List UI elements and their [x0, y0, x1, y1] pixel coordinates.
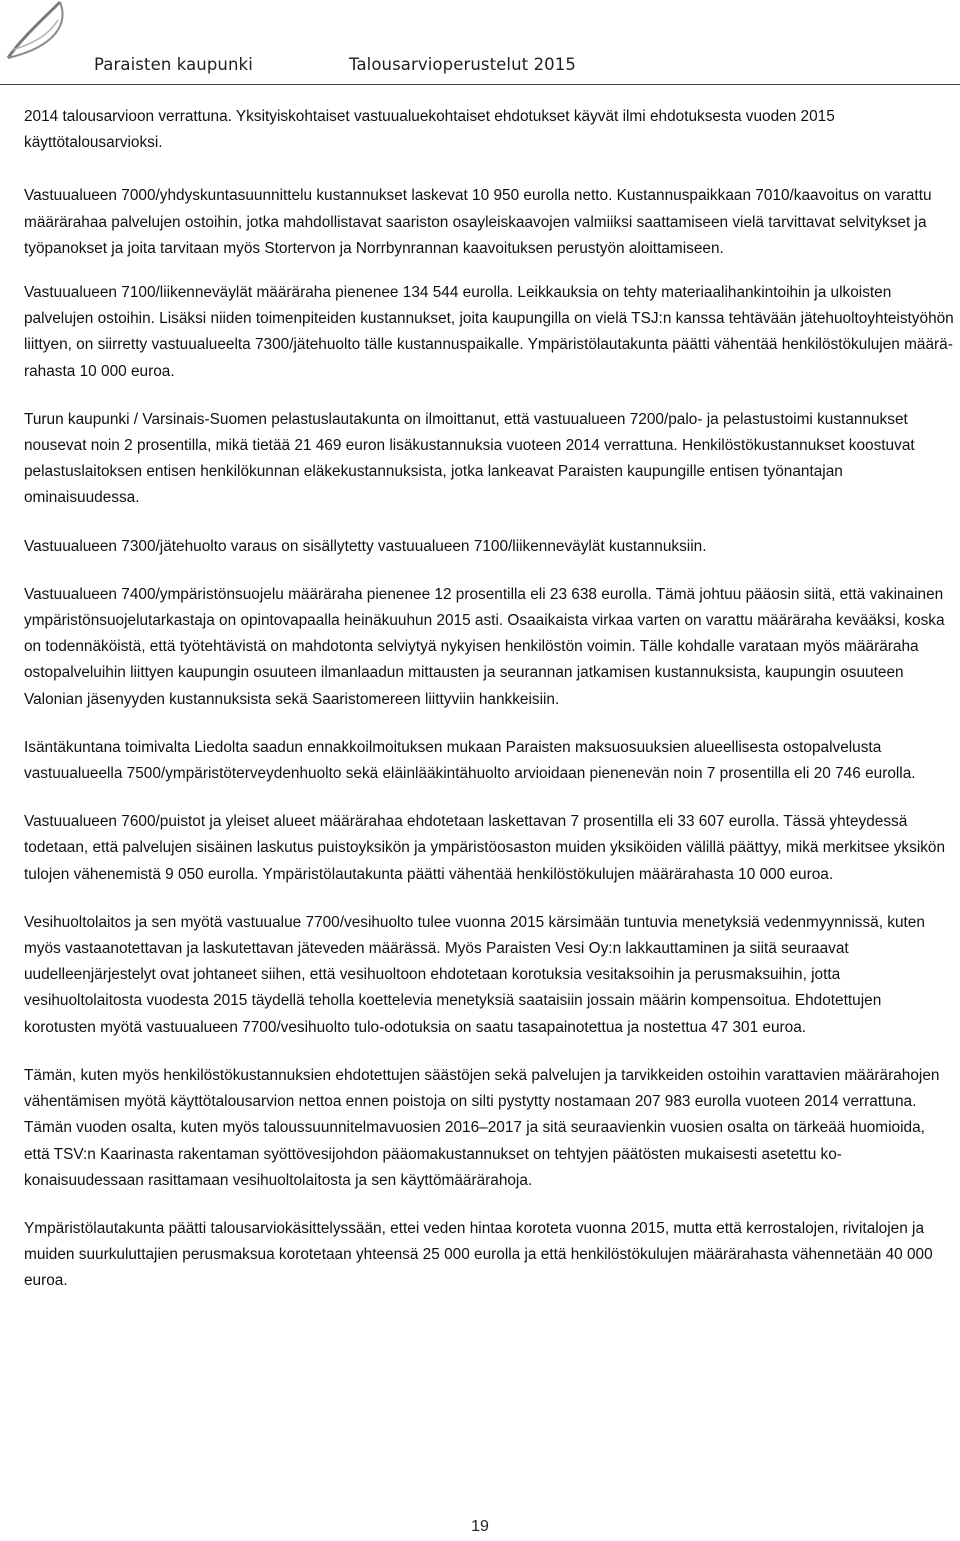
paragraph: Isäntäkuntana toimivalta Liedolta saadun ennakkoilmoituksen mukaan Paraisten maksuosuuksien alueellisesta ostopalvelusta vastuualueella 7500/ympäristöterveydenhuolto sekä eläinlääkintähuolto arvioidaan pienenevän noin 7 prosentilla eli 20 746 eurolla.: [24, 738, 916, 783]
header-document-title: Talousarvioperustelut 2015: [349, 55, 576, 74]
header-organization: Paraisten kaupunki: [94, 55, 253, 74]
paragraph: Tämän, kuten myös henkilöstökustannuksien ehdotettujen säästöjen sekä palvelujen ja tarvikkeiden ostoihin varattavien määrärahojen vähentämisen myötä käyttötalousarvion nettoa ennen poistoja on silti pystytty nostamaan 207 983 eurolla vuoteen 2014 verrattuna. Tämän vuoden osalta, kuten myös taloussuunnitelmavuosien 2016–2017 ja sitä seuraavienkin vuosien osalta on tärkeää huomioida, että TSV:n Kaarinasta rakentaman syöttövesijohdon pääomakustannukset on tehtyjen päätösten mukaisesti asetettu kokonaisuudessaan rasittamaan vesihuoltolaitosta ja sen käyttömäärärahoja.: [24, 1066, 940, 1189]
paragraph: Vastuualueen 7600/puistot ja yleiset alueet määrärahaa ehdotetaan laskettavan 7 prosentilla eli 33 607 eurolla. Tässä yhteydessä todetaan, että palvelujen sisäinen laskutus puistoyksikön ja ympäristöosaston muiden yksiköiden välillä päättyy, mikä merkitsee yksikön tulojen vähenemistä 9 050 eurolla. Ympäristölautakunta päätti vähentää henkilöstökulujen määrärahasta 10 000 euroa.: [24, 813, 946, 883]
body-text: [24, 104, 954, 1313]
paragraph: Ympäristölautakunta päätti talousarviokäsittelyssään, ettei veden hintaa koroteta vuonna 2015, mutta että kerrostalojen, rivitalojen ja muiden suurkuluttajien perusmaksua korotetaan yhteensä 25 000 eurolla ja että henkilöstökulujen määrärahasta vähennetään 40 000 euroa.: [24, 1219, 933, 1290]
paragraph: Vastuualueen 7100/liikenneväylät määräraha pienenee 134 544 eurolla. Leikkauksia on tehty materiaalihankintoihin ja ulkoisten palvelujen ostoihin. Lisäksi niiden toimenpiteiden kustannukset, joita kaupungilla on vielä TSJ:n kanssa tehtävään jätehuoltoyhteistyöhön liittyen, on siirretty vastuualueelta 7300/jätehuolto tälle kustannuspaikalle. Ympäristölautakunta päätti vähentää henkilöstökulujen määrärahasta 10 000 euroa.: [24, 284, 954, 380]
paragraph: Vastuualueen 7400/ympäristönsuojelu määräraha pienenee 12 prosentilla eli 23 638 eurolla. Tämä johtuu pääosin siitä, että vakinainen ympäristönsuojelutarkastaja on opintovapaalla heinäkuuhun 2015 asti. Osaaikaista virkaa varten on varattu määräraha kevääksi, koska on todennäköistä, että työtehtävistä on mahdotonta selviytyä nykyisen henkilöstön voimin. Tälle kohdalle varataan myös määräraha ostopalveluihin liittyen kaupungin osuuteen ilmanlaadun mittausten ja seurannan jatkamisen kustannuksista, kaupungin osuuteen Valonian jäsenyyden kustannuksista sekä Saaristomereen liittyviin hankkeisiin.: [24, 585, 945, 708]
paragraph: Turun kaupunki / Varsinais-Suomen pelastuslautakunta on ilmoittanut, että vastuualueen 7200/palo- ja pelastustoimi kustannukset nousevat noin 2 prosentilla, mikä tietää 21 469 euron lisäkustannuksia vuoteen 2014 verrattuna. Henkilöstökustannukset koostuvat pelastuslaitoksen entisen henkilökunnan eläkekustannuksista, jotka lankeavat Paraisten kaupungille entisen työnantajan ominaisuudessa.: [24, 410, 915, 507]
header-divider: [0, 84, 960, 85]
city-logo: [2, 0, 72, 62]
paragraph: 2014 talousarvioon verrattuna. Yksityiskohtaiset vastuualuekohtaiset ehdotukset käyvät ilmi ehdotuksesta vuoden 2015 käyttötalousarvioksi.: [24, 108, 835, 152]
page-number: 19: [471, 1518, 489, 1535]
paragraph: Vastuualueen 7300/jätehuolto varaus on sisällytetty vastuualueen 7100/liikenneväylät kustannuksiin.: [24, 537, 707, 555]
paragraph: Vastuualueen 7000/yhdyskuntasuunnittelu kustannukset laskevat 10 950 eurolla netto. Kustannuspaikkaan 7010/kaavoitus on varattu määrärahaa palvelujen ostoihin, jotka mahdollistavat saariston osayleiskaavojen valmiiksi saattamiseen vielä tarvittavat selvitykset ja työpanokset ja joita tarvitaan myös Stortervon ja Norrbynrannan kaavoituksen perustyön aloittamiseen.: [24, 187, 932, 257]
paragraph: Vesihuoltolaitos ja sen myötä vastuualue 7700/vesihuolto tulee vuonna 2015 kärsimään tuntuvia menetyksiä vedenmyynnissä, kuten myös vastaanotettavan ja laskutettavan jäteveden määrässä. Myös Paraisten Vesi Oy:n lakkauttaminen ja siitä seuraavat uudelleenjärjestelyt ovat johtaneet siihen, että vesihuoltoon ehdotetaan korotuksia vesitaksoihin ja perusmaksuihin, jotta vesihuoltolaitosta vuodesta 2015 täydellä teholla koettelevia menetyksiä saataisiin jossain määrin kompensoitua. Ehdotettujen korotusten myötä vastuualueen 7700/vesihuolto tulo-odotuksia on saatu tasapainotettua ja nostettua 47 301 euroa.: [24, 913, 925, 1036]
